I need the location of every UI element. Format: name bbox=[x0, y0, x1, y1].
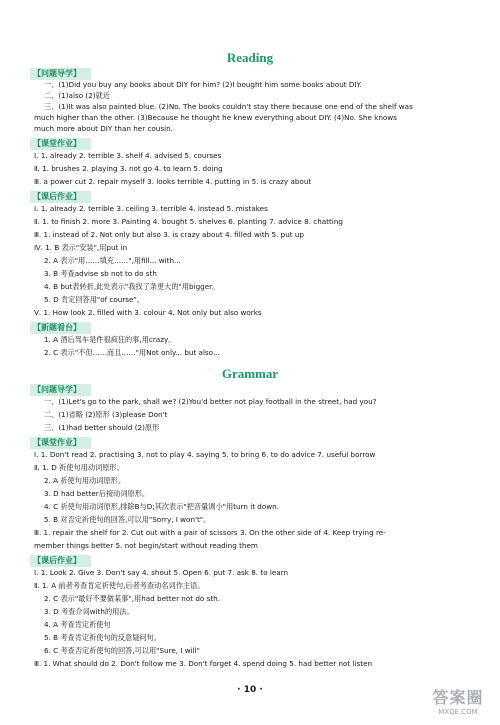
watermark-logo bbox=[422, 685, 494, 721]
tag-question-guide: 【问题导学】 bbox=[30, 68, 91, 80]
line: 4. B but表转折,此处表示"我找了条更大的"用bigger。 bbox=[44, 282, 220, 291]
line: Ⅰ. 1. Look 2. Give 3. Don't say 4. shout 5. Open 6. put 7. ask 8. to learn bbox=[34, 568, 289, 577]
line: 3. D 考查介词with的用法。 bbox=[44, 607, 134, 616]
line: 一、(1)Let's go to the park, shall we? (2)You'd better not play football in the street, had you? bbox=[44, 397, 377, 406]
tag-homework: 【课后作业】 bbox=[30, 555, 91, 567]
line: 二、(1)省略 (2)原形 (3)please Don't bbox=[44, 410, 168, 419]
line: Ⅲ. a power cut 2. repair myself 3. looks terrible 4. putting in 5. is crazy about bbox=[34, 177, 312, 186]
line: member things better 5. not begin/start without reading them bbox=[34, 541, 258, 550]
tag-new-questions: 【新题看台】 bbox=[30, 322, 91, 334]
line: 2. A 表示"用……填充……",用fill... with... bbox=[44, 256, 181, 265]
line: Ⅱ. 1. A 前者考查肯定祈使句,后者考查动名词作主语。 bbox=[34, 581, 205, 590]
line: 2. A 祈使句用动词原形。 bbox=[44, 476, 126, 485]
line: much more about DIY than her cousin. bbox=[34, 124, 173, 133]
line: 三、(1)It was also painted blue. (2)No. The books couldn't stay there because one end of the shelf was bbox=[44, 102, 413, 111]
watermark-sub: MXQE.COM bbox=[438, 708, 478, 716]
line: Ⅱ. 1. D 祈使句用动词原形。 bbox=[34, 463, 124, 472]
line: Ⅰ. 1. already 2. terrible 3. ceiling 3. terrible 4. instead 5. mistakes bbox=[34, 204, 268, 213]
tag-homework: 【课后作业】 bbox=[30, 191, 91, 203]
line: 3. D had better后接动词原形。 bbox=[44, 489, 150, 498]
line: 2. C 表示"不但……而且……"用Not only... but also... bbox=[44, 348, 220, 357]
line: 5. B 考查肯定祈使句的反意疑问句。 bbox=[44, 633, 161, 642]
line: Ⅴ. 1. How look 2. filled with 3. colour 4. Not only but also works bbox=[34, 308, 262, 317]
line: Ⅱ. 1. brushes 2. playing 3. not go 4. to learn 5. doing bbox=[34, 164, 223, 173]
line: Ⅲ. 1. What should do 2. Don't follow me 3. Don't forget 4. spend doing 5. had better not listen bbox=[34, 659, 373, 668]
page-number: · 10 · bbox=[237, 685, 263, 695]
line: Ⅰ. 1. already 2. terrible 3. shelf 4. advised 5. courses bbox=[34, 151, 222, 160]
watermark-main: 答案圈 bbox=[432, 688, 484, 707]
line: 6. C 考查否定祈使句的回答,可以用"Sure, I will" bbox=[44, 646, 200, 655]
line: Ⅲ. 1. instead of 2. Not only but also 3. is crazy about 4. filled with 5. put up bbox=[34, 230, 304, 239]
line: 一、(1)Did you buy any books about DIY for him? (2)I bought him some books about DIY. bbox=[44, 80, 362, 89]
line: 1. A 酒后驾车是件很疯狂的事,用crazy。 bbox=[44, 335, 176, 344]
line: Ⅳ. 1. B 表示"安装",用put in bbox=[34, 243, 128, 252]
line: much higher than the other. (3)Because he thought he knew everything about DIY. (4)No. She knows bbox=[34, 113, 397, 122]
line: 2. C 表示"最好不要做某事",用had better not do sth. bbox=[44, 594, 221, 603]
tag-question-guide: 【问题导学】 bbox=[30, 384, 91, 396]
line: Ⅲ. 1. repair the shelf for 2. Cut out with a pair of scissors 3. On the other side of 4. Keep trying re- bbox=[34, 528, 386, 537]
grammar-title: Grammar bbox=[221, 366, 279, 381]
tag-classwork: 【课堂作业】 bbox=[30, 437, 91, 449]
line: 3. B 考查advise sb not to do sth bbox=[44, 269, 157, 278]
line: 5. B 对否定祈使句的回答,可以用"Sorry, I won't"。 bbox=[44, 515, 211, 524]
reading-title: Reading bbox=[226, 50, 274, 65]
line: 二、(1)also (2)就近 bbox=[44, 91, 110, 100]
line: 5. D 肯定回答用"of course"。 bbox=[44, 295, 144, 304]
line: Ⅰ. 1. Don't read 2. practising 3. not to play 4. saying 5. to bring 6. to do advice 7. useful borrow bbox=[34, 450, 376, 459]
line: Ⅱ. 1. to finish 2. more 3. Painting 4. bought 5. shelves 6. planting 7. advice 8. chatting bbox=[34, 217, 343, 226]
line: 4. A 考查肯定祈使句 bbox=[44, 620, 111, 629]
line: 三、(1)had better should (2)原形 bbox=[44, 423, 160, 432]
tag-classwork: 【课堂作业】 bbox=[30, 138, 91, 150]
line: 4. C 祈使句用动词原形,排除B与D;其次表示"把音量调小"用turn it down. bbox=[44, 502, 279, 511]
